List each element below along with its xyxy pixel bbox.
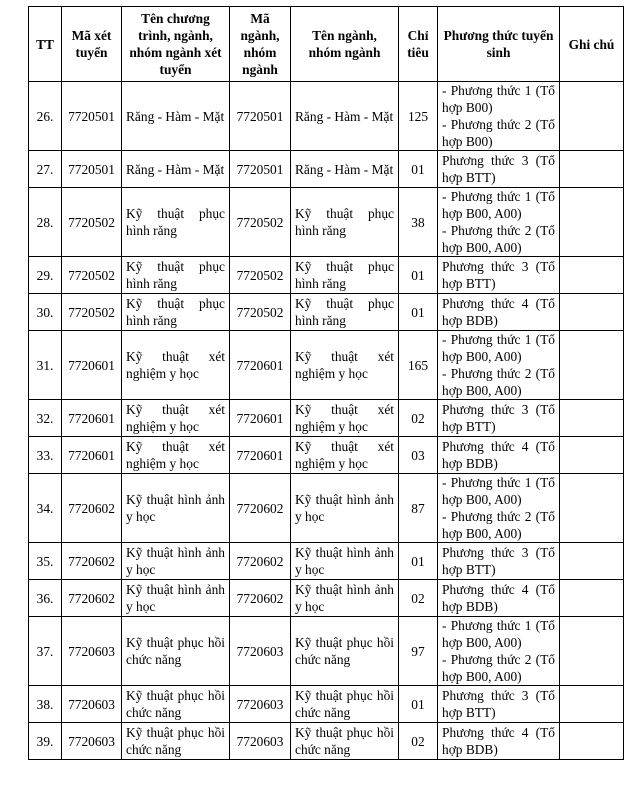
- cell-phuong-thuc: [438, 331, 560, 400]
- header-ghi-chu: Ghi chú: [560, 7, 624, 82]
- cell-phuong-thuc: [438, 151, 560, 188]
- table-row: [29, 400, 624, 437]
- cell-ghi-chu: [560, 437, 624, 474]
- table-row: [29, 617, 624, 686]
- cell-ten-chuong-trinh: Kỹ thuật phục hồi chức năng: [122, 686, 230, 723]
- phuong-thuc-line: - Phương thức 1 (Tổ hợp B00): [442, 83, 555, 115]
- cell-ma-xet-tuyen: 7720601: [62, 331, 122, 400]
- cell-ma-nganh: 7720602: [230, 474, 291, 543]
- table-row: [29, 151, 624, 188]
- cell-ghi-chu: [560, 331, 624, 400]
- cell-phuong-thuc: [438, 257, 560, 294]
- cell-ma-xet-tuyen: 7720502: [62, 257, 122, 294]
- cell-ten-chuong-trinh: Kỹ thuật hình ảnh y học: [122, 580, 230, 617]
- cell-ten-chuong-trinh: Kỹ thuật phục hình răng: [122, 294, 230, 331]
- cell-ghi-chu: [560, 723, 624, 760]
- table-body: [29, 82, 624, 760]
- cell-ma-xet-tuyen: 7720603: [62, 617, 122, 686]
- cell-ghi-chu: [560, 257, 624, 294]
- cell-ma-nganh: 7720502: [230, 188, 291, 257]
- cell-ten-chuong-trinh: Kỹ thuật phục hồi chức năng: [122, 723, 230, 760]
- cell-ma-xet-tuyen: 7720502: [62, 294, 122, 331]
- header-ma-xet-tuyen: Mã xét tuyển: [62, 7, 122, 82]
- cell-tt: 33.: [29, 437, 62, 474]
- header-ten-chuong-trinh: Tên chương trình, ngành, nhóm ngành xét tuyển: [122, 7, 230, 82]
- header-tt: TT: [29, 7, 62, 82]
- header-ma-nganh: Mã ngành, nhóm ngành: [230, 7, 291, 82]
- cell-ten-chuong-trinh: Răng - Hàm - Mặt: [122, 151, 230, 188]
- cell-ten-nganh: Răng - Hàm - Mặt: [291, 151, 399, 188]
- cell-ten-nganh: Răng - Hàm - Mặt: [291, 82, 399, 151]
- phuong-thuc-line: - Phương thức 2 (Tổ hợp B00): [442, 117, 555, 149]
- cell-ma-nganh: 7720502: [230, 257, 291, 294]
- cell-ma-nganh: 7720603: [230, 686, 291, 723]
- header-ten-nganh: Tên ngành, nhóm ngành: [291, 7, 399, 82]
- cell-tt: 39.: [29, 723, 62, 760]
- cell-ma-xet-tuyen: 7720602: [62, 543, 122, 580]
- cell-ma-xet-tuyen: 7720501: [62, 151, 122, 188]
- phuong-thuc-line: - Phương thức 1 (Tổ hợp B00, A00): [442, 475, 555, 507]
- table-row: [29, 437, 624, 474]
- cell-tt: 35.: [29, 543, 62, 580]
- cell-chi-tieu: 01: [399, 294, 438, 331]
- cell-ten-chuong-trinh: Răng - Hàm - Mặt: [122, 82, 230, 151]
- phuong-thuc-line: Phương thức 3 (Tổ hợp BTT): [442, 153, 555, 185]
- cell-ma-xet-tuyen: 7720501: [62, 82, 122, 151]
- cell-ma-nganh: 7720601: [230, 331, 291, 400]
- cell-ghi-chu: [560, 82, 624, 151]
- cell-ten-nganh: Kỹ thuật phục hồi chức năng: [291, 723, 399, 760]
- cell-chi-tieu: 38: [399, 188, 438, 257]
- table-row: [29, 474, 624, 543]
- cell-ghi-chu: [560, 151, 624, 188]
- phuong-thuc-line: - Phương thức 1 (Tổ hợp B00, A00): [442, 189, 555, 221]
- cell-ma-xet-tuyen: 7720602: [62, 474, 122, 543]
- cell-ma-xet-tuyen: 7720603: [62, 686, 122, 723]
- cell-phuong-thuc: [438, 400, 560, 437]
- cell-chi-tieu: 02: [399, 723, 438, 760]
- cell-ma-nganh: 7720601: [230, 437, 291, 474]
- cell-ten-nganh: Kỹ thuật phục hình răng: [291, 257, 399, 294]
- cell-ten-nganh: Kỹ thuật xét nghiệm y học: [291, 400, 399, 437]
- cell-chi-tieu: 01: [399, 686, 438, 723]
- cell-ten-chuong-trinh: Kỹ thuật phục hình răng: [122, 257, 230, 294]
- cell-tt: 31.: [29, 331, 62, 400]
- cell-ten-nganh: Kỹ thuật phục hồi chức năng: [291, 617, 399, 686]
- table-row: [29, 257, 624, 294]
- cell-chi-tieu: 87: [399, 474, 438, 543]
- cell-phuong-thuc: [438, 617, 560, 686]
- cell-ma-nganh: 7720602: [230, 580, 291, 617]
- phuong-thuc-line: Phương thức 3 (Tổ hợp BTT): [442, 259, 555, 291]
- cell-phuong-thuc: [438, 723, 560, 760]
- cell-tt: 36.: [29, 580, 62, 617]
- phuong-thuc-line: - Phương thức 2 (Tổ hợp B00, A00): [442, 223, 555, 255]
- cell-chi-tieu: 03: [399, 437, 438, 474]
- cell-phuong-thuc: [438, 543, 560, 580]
- header-phuong-thuc: Phương thức tuyển sinh: [438, 7, 560, 82]
- cell-ten-nganh: Kỹ thuật hình ảnh y học: [291, 543, 399, 580]
- cell-ma-xet-tuyen: 7720601: [62, 400, 122, 437]
- cell-ten-nganh: Kỹ thuật hình ảnh y học: [291, 580, 399, 617]
- cell-ghi-chu: [560, 543, 624, 580]
- cell-ma-nganh: 7720501: [230, 151, 291, 188]
- cell-phuong-thuc: [438, 82, 560, 151]
- cell-ten-nganh: Kỹ thuật hình ảnh y học: [291, 474, 399, 543]
- phuong-thuc-line: - Phương thức 2 (Tổ hợp B00, A00): [442, 366, 555, 398]
- table-row: [29, 331, 624, 400]
- phuong-thuc-line: Phương thức 4 (Tổ hợp BDB): [442, 582, 555, 614]
- table-row: [29, 723, 624, 760]
- cell-ten-nganh: Kỹ thuật xét nghiệm y học: [291, 437, 399, 474]
- cell-chi-tieu: 01: [399, 257, 438, 294]
- cell-chi-tieu: 01: [399, 151, 438, 188]
- cell-ten-chuong-trinh: Kỹ thuật xét nghiệm y học: [122, 437, 230, 474]
- phuong-thuc-line: Phương thức 3 (Tổ hợp BTT): [442, 545, 555, 577]
- cell-phuong-thuc: [438, 580, 560, 617]
- cell-phuong-thuc: [438, 188, 560, 257]
- cell-ghi-chu: [560, 580, 624, 617]
- cell-ghi-chu: [560, 294, 624, 331]
- table-row: [29, 82, 624, 151]
- header-chi-tieu: Chỉ tiêu: [399, 7, 438, 82]
- cell-ten-chuong-trinh: Kỹ thuật xét nghiệm y học: [122, 331, 230, 400]
- cell-ghi-chu: [560, 474, 624, 543]
- admission-quota-table: [28, 6, 624, 760]
- phuong-thuc-line: Phương thức 3 (Tổ hợp BTT): [442, 688, 555, 720]
- table-row: [29, 294, 624, 331]
- cell-ma-nganh: 7720603: [230, 617, 291, 686]
- cell-chi-tieu: 01: [399, 543, 438, 580]
- cell-chi-tieu: 02: [399, 400, 438, 437]
- cell-ten-nganh: Kỹ thuật xét nghiệm y học: [291, 331, 399, 400]
- cell-tt: 26.: [29, 82, 62, 151]
- cell-ghi-chu: [560, 617, 624, 686]
- table-row: [29, 580, 624, 617]
- cell-ma-nganh: 7720501: [230, 82, 291, 151]
- cell-tt: 32.: [29, 400, 62, 437]
- cell-ten-chuong-trinh: Kỹ thuật phục hình răng: [122, 188, 230, 257]
- cell-tt: 28.: [29, 188, 62, 257]
- cell-ma-nganh: 7720502: [230, 294, 291, 331]
- table-row: [29, 543, 624, 580]
- cell-phuong-thuc: [438, 474, 560, 543]
- cell-ghi-chu: [560, 400, 624, 437]
- cell-chi-tieu: 02: [399, 580, 438, 617]
- cell-phuong-thuc: [438, 437, 560, 474]
- phuong-thuc-line: Phương thức 4 (Tổ hợp BDB): [442, 296, 555, 328]
- cell-ten-nganh: Kỹ thuật phục hình răng: [291, 188, 399, 257]
- cell-ma-xet-tuyen: 7720603: [62, 723, 122, 760]
- cell-tt: 37.: [29, 617, 62, 686]
- cell-tt: 34.: [29, 474, 62, 543]
- cell-ma-nganh: 7720601: [230, 400, 291, 437]
- cell-ma-xet-tuyen: 7720601: [62, 437, 122, 474]
- phuong-thuc-line: Phương thức 3 (Tổ hợp BTT): [442, 402, 555, 434]
- cell-ma-xet-tuyen: 7720502: [62, 188, 122, 257]
- phuong-thuc-line: - Phương thức 2 (Tổ hợp B00, A00): [442, 509, 555, 541]
- cell-ghi-chu: [560, 686, 624, 723]
- cell-ten-nganh: Kỹ thuật phục hồi chức năng: [291, 686, 399, 723]
- table-row: [29, 188, 624, 257]
- cell-tt: 27.: [29, 151, 62, 188]
- cell-ten-chuong-trinh: Kỹ thuật phục hồi chức năng: [122, 617, 230, 686]
- cell-ten-nganh: Kỹ thuật phục hình răng: [291, 294, 399, 331]
- cell-phuong-thuc: [438, 294, 560, 331]
- cell-phuong-thuc: [438, 686, 560, 723]
- header-row: [29, 7, 624, 82]
- cell-ten-chuong-trinh: Kỹ thuật hình ảnh y học: [122, 474, 230, 543]
- phuong-thuc-line: - Phương thức 1 (Tổ hợp B00, A00): [442, 618, 555, 650]
- cell-ten-chuong-trinh: Kỹ thuật hình ảnh y học: [122, 543, 230, 580]
- cell-tt: 30.: [29, 294, 62, 331]
- cell-chi-tieu: 165: [399, 331, 438, 400]
- phuong-thuc-line: - Phương thức 1 (Tổ hợp B00, A00): [442, 332, 555, 364]
- phuong-thuc-line: Phương thức 4 (Tổ hợp BDB): [442, 725, 555, 757]
- cell-ma-nganh: 7720602: [230, 543, 291, 580]
- cell-tt: 38.: [29, 686, 62, 723]
- cell-ma-nganh: 7720603: [230, 723, 291, 760]
- cell-ten-chuong-trinh: Kỹ thuật xét nghiệm y học: [122, 400, 230, 437]
- cell-ghi-chu: [560, 188, 624, 257]
- cell-tt: 29.: [29, 257, 62, 294]
- cell-ma-xet-tuyen: 7720602: [62, 580, 122, 617]
- cell-chi-tieu: 125: [399, 82, 438, 151]
- cell-chi-tieu: 97: [399, 617, 438, 686]
- phuong-thuc-line: Phương thức 4 (Tổ hợp BDB): [442, 439, 555, 471]
- phuong-thuc-line: - Phương thức 2 (Tổ hợp B00, A00): [442, 652, 555, 684]
- table-row: [29, 686, 624, 723]
